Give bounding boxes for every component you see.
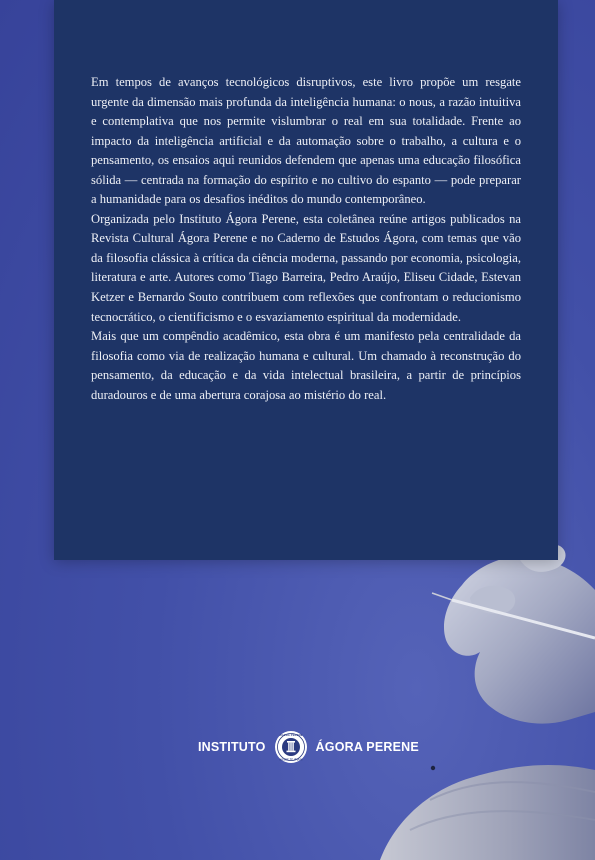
paragraph-1: Em tempos de avanços tecnológicos disruptivos, este livro propõe um resgate urgente da dimensão mais profunda da inteligência humana: o nous, a razão intuitiva e contemplativa que nos permite vislumbrar o real em sua totalidade. Frente ao impacto da inteligência artificial e da automação sobre o trabalho, a cultura e o pensamento, os ensaios aqui reunidos defendem que apenas uma educação filosófica sólida — centrada na formação do espírito e no cultivo do espanto — pode preparar a humanidade para os desafios inéditos do mundo contemporâneo. xyxy=(91,75,521,207)
seal-bottom-text: NOSCE TE IPSUM xyxy=(278,758,303,762)
paragraph-2: Organizada pelo Instituto Ágora Perene, esta coletânea reúne artigos publicados na Revista Cultural Ágora Perene e no Caderno de Estudos Ágora, com temas que vão da filosofia clássica à crítica da ciência moderna, passando por economia, psicologia, literatura e arte. Autores como Tiago Barreira, Pedro Araújo, Eliseu Cidade, Estevan Ketzer e Bernardo Souto contribuem com reflexões que confrontam o reducionismo tecnocrático, o cientificismo e o esvaziamento espiritual da modernidade. xyxy=(91,211,521,324)
logo-left-text: INSTITUTO xyxy=(198,740,266,754)
paragraph-3: Mais que um compêndio acadêmico, esta obra é um manifesto pela centralidade da filosofia como via de realização humana e cultural. Um chamado à reconstrução do pensamento, da educação e da vida intelectual brasileira, a partir de princípios duradouros e de uma abertura corajosa ao mistério do real. xyxy=(91,329,521,402)
description-panel xyxy=(54,0,558,560)
seal-top-text: ÁGORA PERENE xyxy=(278,734,303,738)
logo-right-text: ÁGORA PERENE xyxy=(315,740,419,754)
back-cover-text xyxy=(91,73,521,405)
seal-icon xyxy=(274,730,308,764)
publisher-logo xyxy=(198,732,419,762)
